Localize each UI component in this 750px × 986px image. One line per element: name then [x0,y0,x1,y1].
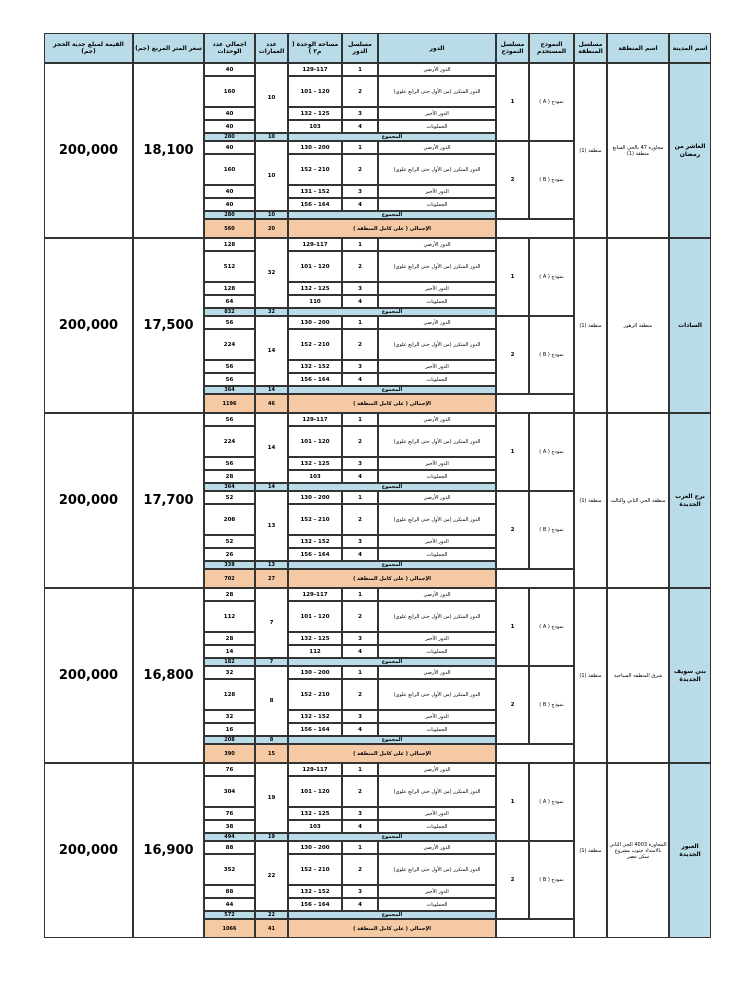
floor-name-cell: الدور المتكرر (من الأول حتى الرابع علوي) [378,76,496,107]
deposit-amount: 200,000 [44,588,133,763]
subtotal-buildings: 10 [255,211,288,219]
model-name: نموذج ( B ) [529,666,574,744]
unit-area-cell: 129-117 [288,588,342,601]
header-deposit: القيمة لمبلغ جدية الحجز (جم) [44,33,133,63]
subtotal-units: 494 [204,833,255,841]
units-cell: 224 [204,329,255,360]
unit-area-cell: 152 - 210 [288,854,342,885]
floor-seq-cell: 4 [342,120,378,133]
region-total-buildings: 27 [255,569,288,588]
deposit-amount: 200,000 [44,763,133,938]
model-seq: 1 [496,588,529,666]
floor-name-cell: الدور المتكرر (من الأول حتى الرابع علوي) [378,329,496,360]
floor-seq-cell: 1 [342,238,378,251]
floor-name-cell: الدور الأخير [378,535,496,548]
header-buildings: عدد العمارات [255,33,288,63]
units-cell: 304 [204,776,255,807]
unit-area-cell: 103 [288,120,342,133]
unit-area-cell: 110 [288,295,342,308]
floor-name-cell: الجملونات [378,723,496,736]
model-seq: 2 [496,841,529,919]
floor-seq-cell: 1 [342,316,378,329]
region-name: شرق المنطقة السياحية [607,588,669,763]
floor-name-cell: الجملونات [378,198,496,211]
deposit-amount: 200,000 [44,63,133,238]
model-name: نموذج ( B ) [529,141,574,219]
units-cell: 40 [204,185,255,198]
region-total-buildings: 46 [255,394,288,413]
subtotal-buildings: 13 [255,561,288,569]
buildings-count: 32 [255,238,288,308]
region-total-label: الإجمالي ( على كامل المنطقة ) [288,744,496,763]
region-name: منطقة الزهور [607,238,669,413]
units-cell: 26 [204,548,255,561]
units-cell: 56 [204,316,255,329]
model-seq: 2 [496,666,529,744]
unit-area-cell: 129-117 [288,63,342,76]
price-per-sqm: 16,900 [133,763,204,938]
subtotal-units: 208 [204,736,255,744]
floor-seq-cell: 1 [342,666,378,679]
floor-seq-cell: 4 [342,820,378,833]
unit-area-cell: 130 - 200 [288,316,342,329]
empty-cell [496,744,574,763]
unit-area-cell: 130 - 200 [288,841,342,854]
unit-area-cell: 101 - 120 [288,76,342,107]
floor-seq-cell: 2 [342,76,378,107]
floor-seq-cell: 1 [342,491,378,504]
unit-area-cell: 152 - 210 [288,504,342,535]
unit-area-cell: 156 - 164 [288,548,342,561]
subtotal-buildings: 8 [255,736,288,744]
floor-name-cell: الدور الأرضي [378,63,496,76]
deposit-amount: 200,000 [44,413,133,588]
model-seq: 1 [496,63,529,141]
units-cell: 56 [204,373,255,386]
unit-area-cell: 152 - 210 [288,154,342,185]
unit-area-cell: 112 [288,645,342,658]
floor-seq-cell: 4 [342,373,378,386]
floor-seq-cell: 2 [342,426,378,457]
header-price: سعر المتر المربع (جم) [133,33,204,63]
unit-area-cell: 101 - 120 [288,251,342,282]
units-cell: 56 [204,413,255,426]
buildings-count: 10 [255,141,288,211]
unit-area-cell: 156 - 164 [288,723,342,736]
city-name: العبور الجديدة [669,763,711,938]
region-name: المجاورة 4003 الحي الثاني بالامتداد جنوب مشروع سكن مصر [607,763,669,938]
units-cell: 160 [204,76,255,107]
subtotal-label: المجموع [288,211,496,219]
floor-name-cell: الدور المتكرر (من الأول حتى الرابع علوي) [378,154,496,185]
city-name: السادات [669,238,711,413]
floor-name-cell: الجملونات [378,470,496,483]
region-total-buildings: 15 [255,744,288,763]
unit-area-cell: 132 - 125 [288,632,342,645]
units-cell: 38 [204,820,255,833]
floor-name-cell: الجملونات [378,295,496,308]
floor-seq-cell: 4 [342,898,378,911]
floor-name-cell: الدور الأخير [378,457,496,470]
unit-area-cell: 132 - 152 [288,885,342,898]
subtotal-label: المجموع [288,561,496,569]
subtotal-buildings: 14 [255,483,288,491]
unit-area-cell: 132 - 125 [288,107,342,120]
model-seq: 2 [496,141,529,219]
buildings-count: 10 [255,63,288,133]
units-cell: 352 [204,854,255,885]
buildings-count: 7 [255,588,288,658]
buildings-count: 13 [255,491,288,561]
floor-name-cell: الدور الأخير [378,885,496,898]
floor-name-cell: الدور المتكرر (من الأول حتى الرابع علوي) [378,426,496,457]
model-seq: 2 [496,491,529,569]
floor-name-cell: الدور الأرضي [378,588,496,601]
floor-name-cell: الدور المتكرر (من الأول حتى الرابع علوي) [378,679,496,710]
floor-seq-cell: 1 [342,763,378,776]
floor-name-cell: الدور الأخير [378,185,496,198]
floor-seq-cell: 4 [342,470,378,483]
floor-name-cell: الدور الأرضي [378,666,496,679]
units-cell: 32 [204,710,255,723]
floor-name-cell: الدور الأخير [378,632,496,645]
floor-name-cell: الدور المتكرر (من الأول حتى الرابع علوي) [378,504,496,535]
floor-seq-cell: 2 [342,601,378,632]
subtotal-buildings: 22 [255,911,288,919]
subtotal-buildings: 14 [255,386,288,394]
floor-seq-cell: 2 [342,776,378,807]
model-name: نموذج ( A ) [529,63,574,141]
unit-area-cell: 156 - 164 [288,198,342,211]
floor-name-cell: الدور المتكرر (من الأول حتى الرابع علوي) [378,251,496,282]
model-seq: 1 [496,763,529,841]
unit-area-cell: 103 [288,470,342,483]
region-total-units: 390 [204,744,255,763]
buildings-count: 22 [255,841,288,911]
region-seq: منطقة (1) [574,238,607,413]
city-name: العاشر من رمضان [669,63,711,238]
units-cell: 112 [204,601,255,632]
units-cell: 16 [204,723,255,736]
empty-cell [496,569,574,588]
floor-name-cell: الدور المتكرر (من الأول حتى الرابع علوي) [378,776,496,807]
units-cell: 52 [204,491,255,504]
model-name: نموذج ( B ) [529,491,574,569]
model-name: نموذج ( B ) [529,316,574,394]
unit-area-cell: 101 - 120 [288,601,342,632]
subtotal-units: 182 [204,658,255,666]
header-unit-area: مساحة الوحدة ( م٢ ) [288,33,342,63]
floor-name-cell: الدور الأرضي [378,763,496,776]
unit-area-cell: 129-117 [288,763,342,776]
subtotal-label: المجموع [288,833,496,841]
header-model: النموذج المستخدم [529,33,574,63]
model-name: نموذج ( A ) [529,413,574,491]
floor-name-cell: الدور الأخير [378,107,496,120]
subtotal-buildings: 32 [255,308,288,316]
unit-area-cell: 101 - 120 [288,426,342,457]
floor-seq-cell: 2 [342,251,378,282]
unit-area-cell: 129-117 [288,238,342,251]
floor-name-cell: الجملونات [378,820,496,833]
units-cell: 128 [204,238,255,251]
buildings-count: 19 [255,763,288,833]
unit-area-cell: 132 - 152 [288,710,342,723]
floor-name-cell: الدور الأخير [378,807,496,820]
floor-name-cell: الدور الأخير [378,282,496,295]
subtotal-units: 364 [204,483,255,491]
units-cell: 28 [204,588,255,601]
floor-seq-cell: 1 [342,141,378,154]
floor-seq-cell: 4 [342,723,378,736]
subtotal-units: 364 [204,386,255,394]
floor-seq-cell: 3 [342,360,378,373]
floor-seq-cell: 3 [342,807,378,820]
header-floor: الدور [378,33,496,63]
region-total-label: الإجمالي ( على كامل المنطقة ) [288,919,496,938]
model-seq: 1 [496,238,529,316]
units-cell: 14 [204,645,255,658]
floor-name-cell: الدور الأرضي [378,238,496,251]
empty-cell [496,919,574,938]
floor-seq-cell: 3 [342,710,378,723]
units-cell: 40 [204,107,255,120]
units-cell: 40 [204,63,255,76]
floor-seq-cell: 1 [342,63,378,76]
units-cell: 76 [204,763,255,776]
subtotal-label: المجموع [288,658,496,666]
floor-seq-cell: 3 [342,535,378,548]
price-per-sqm: 16,800 [133,588,204,763]
region-total-label: الإجمالي ( على كامل المنطقة ) [288,394,496,413]
region-name: مجاورة 47 بالحي السابع منطقة (1) [607,63,669,238]
unit-area-cell: 129-117 [288,413,342,426]
region-seq: منطقة (1) [574,588,607,763]
floor-name-cell: الدور الأرضي [378,841,496,854]
unit-area-cell: 130 - 200 [288,141,342,154]
units-cell: 88 [204,841,255,854]
subtotal-label: المجموع [288,308,496,316]
unit-area-cell: 101 - 120 [288,776,342,807]
floor-seq-cell: 2 [342,504,378,535]
floor-name-cell: الدور الأخير [378,710,496,723]
header-units-total: اجمالي عدد الوحدات [204,33,255,63]
subtotal-label: المجموع [288,386,496,394]
region-total-label: الإجمالي ( على كامل المنطقة ) [288,219,496,238]
model-name: نموذج ( A ) [529,588,574,666]
region-total-units: 1066 [204,919,255,938]
floor-seq-cell: 4 [342,295,378,308]
empty-cell [496,219,574,238]
floor-name-cell: الجملونات [378,898,496,911]
region-total-units: 1196 [204,394,255,413]
units-cell: 224 [204,426,255,457]
floor-seq-cell: 3 [342,632,378,645]
region-total-units: 560 [204,219,255,238]
floor-seq-cell: 3 [342,282,378,295]
floor-seq-cell: 1 [342,413,378,426]
subtotal-units: 832 [204,308,255,316]
region-seq: منطقة (1) [574,63,607,238]
floor-name-cell: الجملونات [378,548,496,561]
price-per-sqm: 17,700 [133,413,204,588]
floor-seq-cell: 3 [342,457,378,470]
floor-name-cell: الدور الأرضي [378,316,496,329]
model-name: نموذج ( B ) [529,841,574,919]
units-cell: 28 [204,632,255,645]
price-per-sqm: 17,500 [133,238,204,413]
units-cell: 40 [204,198,255,211]
floor-seq-cell: 2 [342,854,378,885]
units-cell: 208 [204,504,255,535]
units-cell: 40 [204,141,255,154]
units-cell: 88 [204,885,255,898]
floor-name-cell: الدور الأرضي [378,141,496,154]
unit-area-cell: 152 - 210 [288,329,342,360]
model-seq: 2 [496,316,529,394]
floor-name-cell: الدور الأرضي [378,413,496,426]
region-total-buildings: 41 [255,919,288,938]
buildings-count: 14 [255,413,288,483]
unit-area-cell: 132 - 152 [288,535,342,548]
units-cell: 160 [204,154,255,185]
floor-name-cell: الدور المتكرر (من الأول حتى الرابع علوي) [378,601,496,632]
subtotal-units: 338 [204,561,255,569]
subtotal-label: المجموع [288,736,496,744]
units-cell: 44 [204,898,255,911]
subtotal-buildings: 7 [255,658,288,666]
floor-name-cell: الدور الأخير [378,360,496,373]
floor-seq-cell: 2 [342,679,378,710]
city-name: برج العرب الجديدة [669,413,711,588]
unit-area-cell: 132 - 125 [288,807,342,820]
unit-area-cell: 132 - 125 [288,457,342,470]
subtotal-label: المجموع [288,133,496,141]
floor-name-cell: الدور الأرضي [378,491,496,504]
units-cell: 56 [204,457,255,470]
header-region-seq: مسلسل المنطقة [574,33,607,63]
units-cell: 32 [204,666,255,679]
floor-seq-cell: 3 [342,107,378,120]
region-name: منطقة الحي الثاني والثالث [607,413,669,588]
floor-seq-cell: 2 [342,329,378,360]
floor-seq-cell: 3 [342,185,378,198]
model-name: نموذج ( A ) [529,763,574,841]
empty-cell [496,394,574,413]
unit-area-cell: 131 - 152 [288,185,342,198]
unit-area-cell: 132 - 152 [288,360,342,373]
unit-area-cell: 130 - 200 [288,666,342,679]
region-seq: منطقة (1) [574,763,607,938]
floor-seq-cell: 2 [342,154,378,185]
header-floor-seq: مسلسل الدور [342,33,378,63]
unit-area-cell: 152 - 210 [288,679,342,710]
units-cell: 52 [204,535,255,548]
subtotal-buildings: 19 [255,833,288,841]
units-cell: 128 [204,679,255,710]
subtotal-label: المجموع [288,483,496,491]
units-cell: 40 [204,120,255,133]
floor-seq-cell: 4 [342,645,378,658]
units-cell: 76 [204,807,255,820]
buildings-count: 8 [255,666,288,736]
subtotal-buildings: 10 [255,133,288,141]
price-per-sqm: 18,100 [133,63,204,238]
floor-name-cell: الدور المتكرر (من الأول حتى الرابع علوي) [378,854,496,885]
units-cell: 512 [204,251,255,282]
units-cell: 128 [204,282,255,295]
units-cell: 64 [204,295,255,308]
floor-name-cell: الجملونات [378,373,496,386]
region-total-label: الإجمالي ( على كامل المنطقة ) [288,569,496,588]
unit-area-cell: 103 [288,820,342,833]
subtotal-units: 572 [204,911,255,919]
subtotal-label: المجموع [288,911,496,919]
region-total-buildings: 20 [255,219,288,238]
unit-area-cell: 156 - 164 [288,373,342,386]
unit-area-cell: 156 - 164 [288,898,342,911]
floor-seq-cell: 4 [342,198,378,211]
floor-name-cell: الجملونات [378,645,496,658]
unit-area-cell: 132 - 125 [288,282,342,295]
floor-seq-cell: 1 [342,841,378,854]
units-cell: 28 [204,470,255,483]
pricing-table [44,33,711,938]
header-model-seq: مسلسل النموذج [496,33,529,63]
header-region: اسم المنطقة [607,33,669,63]
header-city: اسم المدينة [669,33,711,63]
city-name: بني سويف الجديدة [669,588,711,763]
subtotal-units: 280 [204,133,255,141]
region-total-units: 702 [204,569,255,588]
subtotal-units: 280 [204,211,255,219]
deposit-amount: 200,000 [44,238,133,413]
buildings-count: 14 [255,316,288,386]
floor-name-cell: الجملونات [378,120,496,133]
region-seq: منطقة (1) [574,413,607,588]
floor-seq-cell: 3 [342,885,378,898]
model-seq: 1 [496,413,529,491]
model-name: نموذج ( A ) [529,238,574,316]
unit-area-cell: 130 - 200 [288,491,342,504]
floor-seq-cell: 1 [342,588,378,601]
units-cell: 56 [204,360,255,373]
floor-seq-cell: 4 [342,548,378,561]
